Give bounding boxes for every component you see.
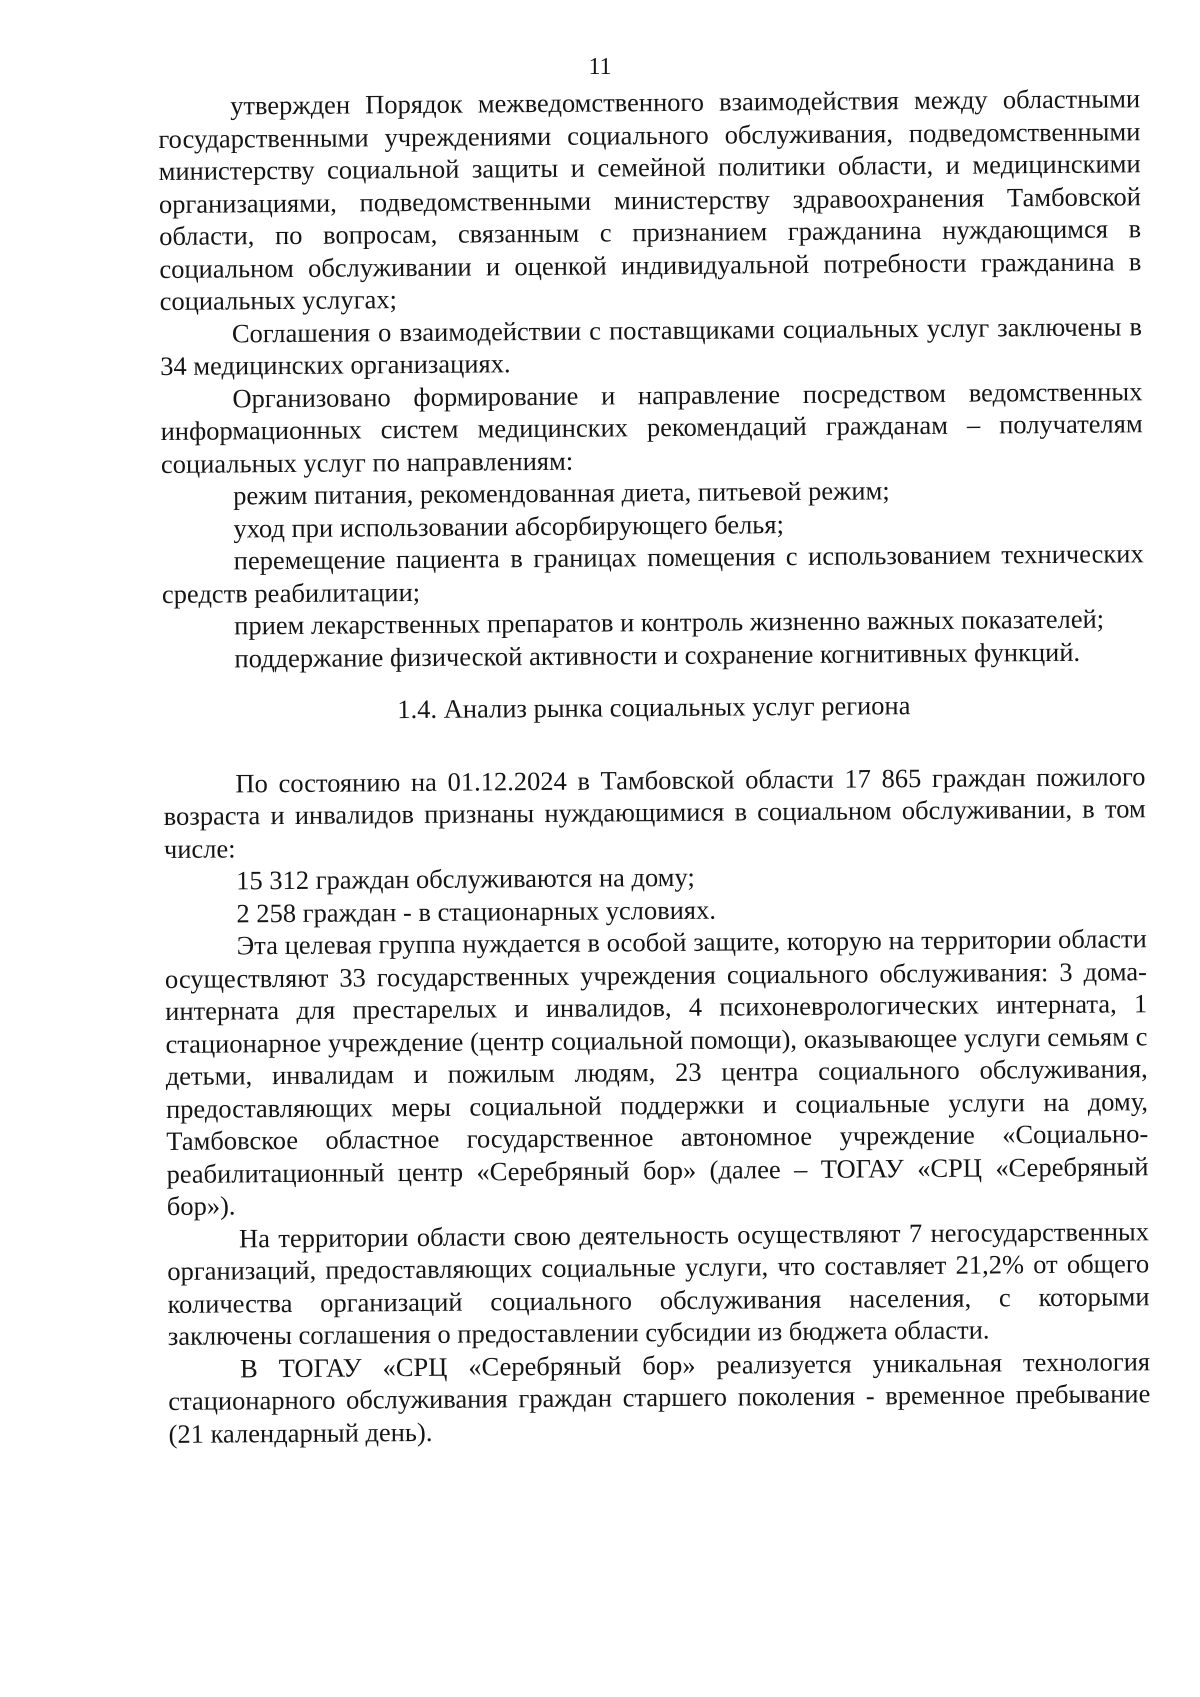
list-item: перемещение пациента в границах помещения с использованием технических средств реабилитации; <box>161 538 1144 609</box>
paragraph-agreements: Соглашения о взаимодействии с поставщиками социальных услуг заключены в 34 медицинских организациях. <box>160 310 1143 381</box>
list-item: прием лекарственных препаратов и контроль жизненно важных показателей; <box>234 603 1105 641</box>
paragraph-institutions: Эта целевая группа нуждается в особой защите, которую на территории области осуществляют 33 государственных учреждения социального обслуживания: 3 дома-интерната для престарелых и инвалидов, 4 психоневрологических интерната, 1 стационарное учреждение (центр социальной помощи), оказывающее услуги семьям с детьми, инвалидам и пожилым людям, 23 центра социального обслуживания, предоставляющих меры социальной поддержки и социальные услуги на дому, Тамбовское областное государственное автономное учреждение «Социально-реабилитационный центр «Серебряный бор» (далее – ТОГАУ «СРЦ «Серебряный бор»). <box>164 923 1149 1221</box>
paragraph-home-service: 15 312 граждан обслуживаются на дому; <box>236 861 695 896</box>
list-item: поддержание физической активности и сохранение когнитивных функций. <box>234 636 1081 673</box>
paragraph-status: По состоянию на 01.12.2024 в Тамбовской области 17 865 граждан пожилого возраста и инвалидов признаны нуждающимися в социальном обслуживании, в том числе: <box>163 760 1146 864</box>
list-item: уход при использовании абсорбирующего белья; <box>233 508 784 543</box>
section-heading: 1.4. Анализ рынка социальных услуг региона <box>397 690 911 725</box>
paragraph-nongovernmental: На территории области свою деятельность осуществляют 7 негосударственных организаций, предоставляющих социальные услуги, что составляет 21,2% от общего количества организаций социального обслуживания населения, с которыми заключены соглашения о предоставлении субсидии из бюджета области. <box>167 1215 1150 1351</box>
paragraph-technology: В ТОГАУ «СРЦ «Серебряный бор» реализуется уникальная технология стационарного обслуживания граждан старшего поколения - временное пребывание (21 календарный день). <box>168 1345 1151 1449</box>
paragraph-recommendations: Организовано формирование и направление посредством ведомственных информационных систем медицинских рекомендаций гражданам – получателям социальных услуг по направлениям: <box>160 375 1143 479</box>
page-number: 11 <box>588 54 612 80</box>
document-body <box>158 82 1151 1450</box>
paragraph-stationary: 2 258 граждан - в стационарных условиях. <box>236 894 716 928</box>
list-item: режим питания, рекомендованная диета, питьевой режим; <box>233 475 890 511</box>
paragraph-procedure: утвержден Порядок межведомственного взаимодействия между областными государственными учреждениями социального обслуживания, подведомственными министерству социальной защиты и семейной политики области, и медицинскими организациями, подведомственными министерству здравоохранения Тамбовской области, по вопросам, связанным с признанием гражданина нуждающимся в социальном обслуживании и оценкой индивидуальной потребности гражданина в социальных услугах; <box>158 83 1142 316</box>
